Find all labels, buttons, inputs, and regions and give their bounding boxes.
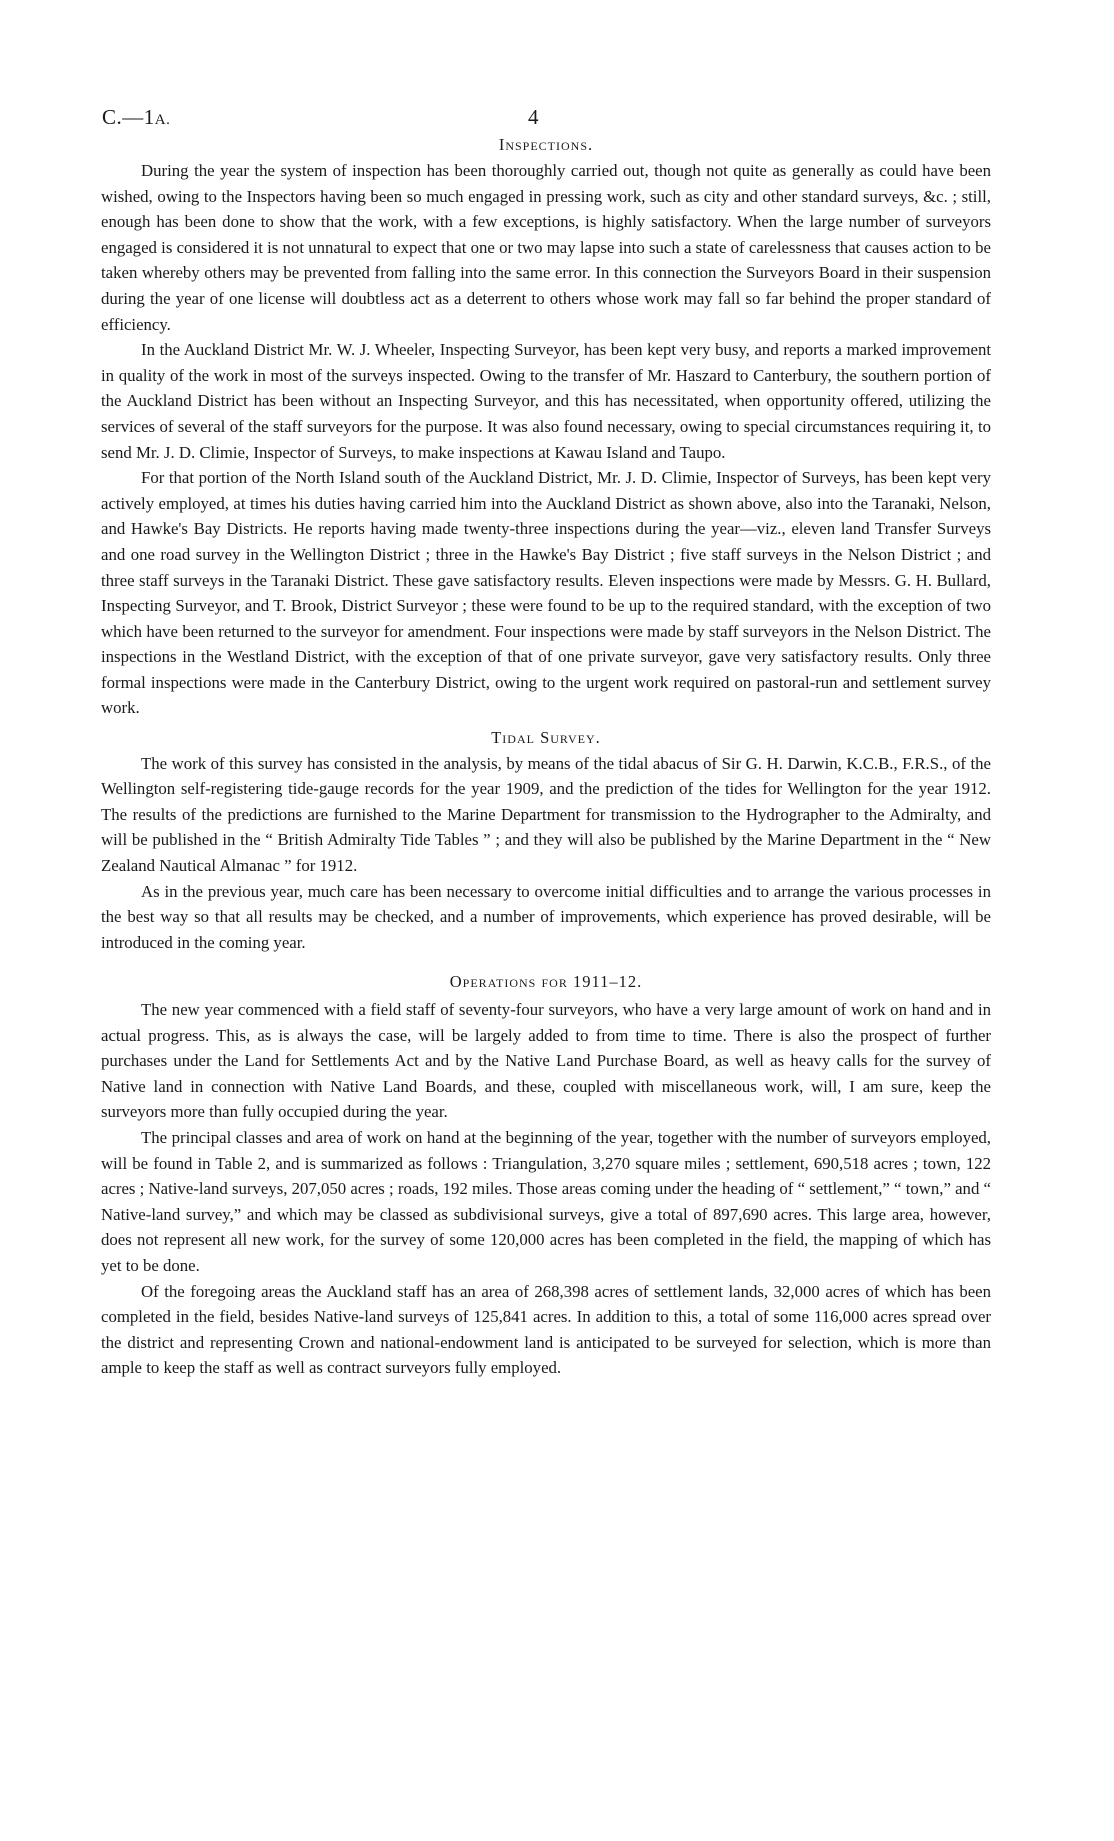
paragraph: The new year commenced with a field staff of seventy-four surveyors, who have a very large amount of work on hand and in actual progress. This, as is always the case, will be largely added to from time to time. There is also the prospect of further purchases under the Land for Settlements Act and by the Native Land Purchase Board, as well as heavy calls for the survey of Native land in connection with Native Land Boards, and these, coupled with miscellaneous work, will, I am sure, keep the surveyors more than fully occupied during the year. [101,1000,991,1122]
document-reference-main: C.—1 [102,105,155,129]
paragraph: The work of this survey has consisted in the analysis, by means of the tidal abacus of Sir G. H. Darwin, K.C.B., F.R.S., of the Wellington self-registering tide-gauge records for the year 1909, and the prediction of the tides for Wellington for the year 1912. The results of the predictions are furnished to the Marine Department for transmission to the Hydrographer to the Admiralty, and will be published in the “ British Admiralty Tide Tables ” ; and they will also be published by the Marine Department in the “ New Zealand Nautical Almanac ” for 1912. [101,753,991,876]
section-heading-tidal-survey: Tidal Survey. [491,728,601,748]
paragraph: The principal classes and area of work on hand at the beginning of the year, together with the number of surveyors employed, will be found in Table 2, and is summarized as follows : Triangulation, 3,270 square miles ; settlement, 690,518 acres ; town, 122 acres ; Native-land surveys, 207,050 acres ; roads, 192 miles. Those areas coming under the heading of “ settlement,” “ town,” and “ Native-land survey,” and which may be classed as subdivisional surveys, give a total of 897,690 acres. This large area, however, does not represent all new work, for the survey of some 120,000 acres has been completed in the field, the mapping of which has yet to be done. [101,1127,991,1275]
body-text [101,158,991,1381]
section-heading-operations: Operations for 1911–12. [449,972,643,992]
document-reference [102,105,170,130]
paragraph: For that portion of the North Island south of the Auckland District, Mr. J. D. Climie, Inspector of Surveys, has been kept very actively employed, at times his duties having carried him into the Auckland District as shown above, also into the Taranaki, Nelson, and Hawke's Bay Districts. He reports having made twenty-three inspections during the year—viz., eleven land Transfer Surveys and one road survey in the Wellington District ; three in the Hawke's Bay District ; five staff surveys in the Nelson District ; and three staff surveys in the Taranaki District. These gave satisfactory results. Eleven inspections were made by Messrs. G. H. Bullard, Inspecting Surveyor, and T. Brook, District Surveyor ; these were found to be up to the required standard, with the exception of two which have been returned to the surveyor for amendment. Four inspections were made by staff surveyors in the Nelson District. The inspections in the Westland District, with the exception of that of one private surveyor, gave very satisfactory results. Only three formal inspections were made in the Canterbury District, owing to the urgent work required on pastoral-run and settlement survey work. [101,468,991,718]
page-header [102,105,1002,135]
paragraph: Of the foregoing areas the Auckland staff has an area of 268,398 acres of settlement lands, 32,000 acres of which has been completed in the field, besides Native-land surveys of 125,841 acres. In addition to this, a total of some 116,000 acres spread over the district and representing Crown and national-endowment land is anticipated to be surveyed for selection, which is more than ample to keep the staff as well as contract surveyors fully employed. [101,1281,991,1378]
section-heading-inspections: Inspections. [498,135,594,154]
document-reference-suffix: A. [154,112,171,128]
page-number: 4 [528,105,539,129]
paragraph: As in the previous year, much care has been necessary to overcome initial difficulties and to arrange the various processes in the best way so that all results may be checked, and a number of improvements, which experience has proved desirable, will be introduced in the coming year. [101,881,991,952]
paragraph: In the Auckland District Mr. W. J. Wheeler, Inspecting Surveyor, has been kept very busy, and reports a marked improvement in quality of the work in most of the surveys inspected. Owing to the transfer of Mr. Haszard to Canterbury, the southern portion of the Auckland District has been without an Inspecting Surveyor, and this has necessitated, when opportunity offered, utilizing the services of several of the staff surveyors for the purpose. It was also found necessary, owing to special circumstances requiring it, to send Mr. J. D. Climie, Inspector of Surveys, to make inspections at Kawau Island and Taupo. [101,340,991,462]
paragraph: During the year the system of inspection has been thoroughly carried out, though not quite as generally as could have been wished, owing to the Inspectors having been so much engaged in pressing work, such as city and other standard surveys, &c. ; still, enough has been done to show that the work, with a few exceptions, is highly satisfactory. When the large number of surveyors engaged is considered it is not unnatural to expect that one or two may lapse into such a state of carelessness that causes action to be taken whereby others may be prevented from falling into the same error. In this connection the Surveyors Board in their suspension during the year of one license will doubtless act as a deterrent to others whose work may fall so far behind the proper standard of efficiency. [101,161,991,334]
